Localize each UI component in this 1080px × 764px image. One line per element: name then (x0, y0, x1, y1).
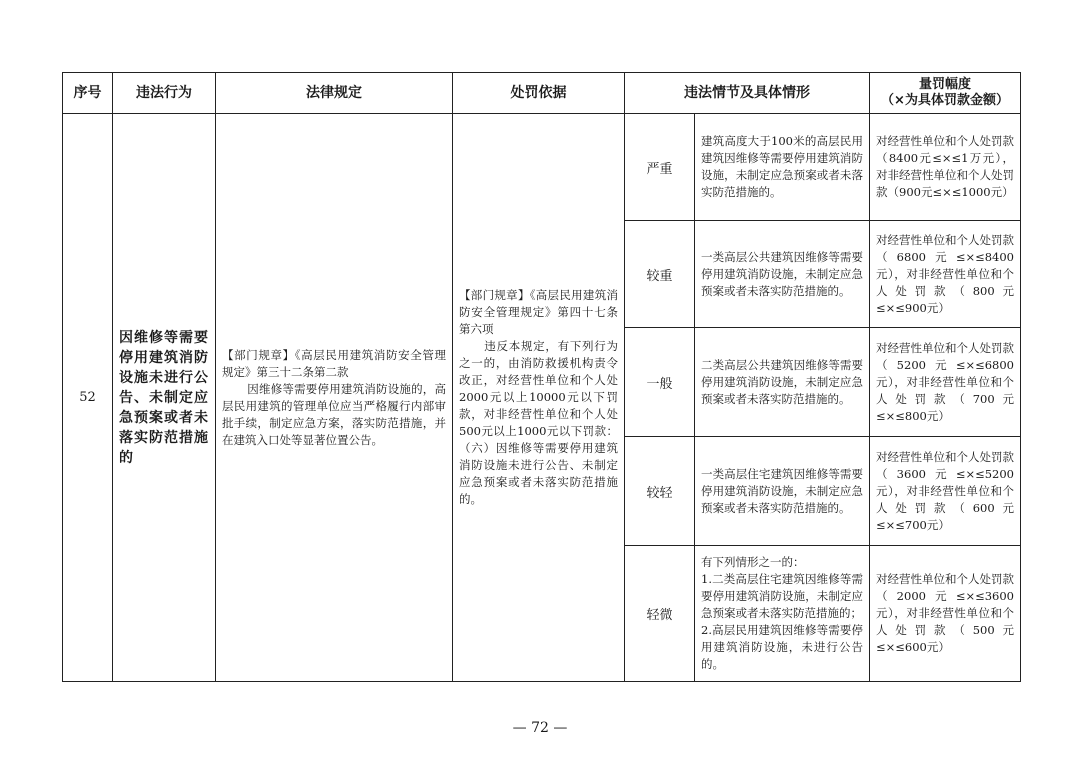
basis-title: 【部门规章】《高层民用建筑消防安全管理规定》第四十七条第六项 (459, 288, 618, 336)
level-label: 轻微 (625, 546, 695, 682)
circumstance-cell: 一类高层住宅建筑因维修等需要停用建筑消防设施，未制定应急预案或者未落实防范措施的。 (695, 437, 870, 546)
level-label: 一般 (625, 328, 695, 437)
fine-cell: 对经营性单位和个人处罚款（3600元≤×≤5200元），对非经营性单位和个人处罚款（600元≤×≤700元） (870, 437, 1021, 546)
seq-cell: 52 (63, 114, 113, 682)
header-fine-title: 量罚幅度 (918, 77, 971, 92)
circumstance-cell: 二类高层公共建筑因维修等需要停用建筑消防设施，未制定应急预案或者未落实防范措施的。 (695, 328, 870, 437)
header-act: 违法行为 (113, 73, 216, 114)
level-label: 较重 (625, 221, 695, 328)
table-header-row (63, 73, 1021, 114)
header-basis: 处罚依据 (453, 73, 625, 114)
circumstance-cell: 建筑高度大于100米的高层民用建筑因维修等需要停用建筑消防设施，未制定应急预案或者未落实防范措施的。 (695, 114, 870, 221)
header-fine (870, 73, 1021, 114)
fine-cell: 对经营性单位和个人处罚款（8400元≤×≤1万元），对非经营性单位和个人处罚款（900元≤×≤1000元） (870, 114, 1021, 221)
law-title: 【部门规章】《高层民用建筑消防安全管理规定》第三十二条第二款 (222, 347, 446, 379)
penalty-table (62, 72, 1021, 682)
level-label: 严重 (625, 114, 695, 221)
basis-cell (453, 114, 625, 682)
fine-cell: 对经营性单位和个人处罚款（2000元≤×≤3600元），对非经营性单位和个人处罚款（500元≤×≤600元） (870, 546, 1021, 682)
circumstance-item: 1.二类高层住宅建筑因维修等需要停用建筑消防设施，未制定应急预案或者未落实防范措施的； (701, 572, 863, 620)
fine-cell: 对经营性单位和个人处罚款（6800元≤×≤8400元），对非经营性单位和个人处罚款（800元≤×≤900元） (870, 221, 1021, 328)
header-seq: 序号 (63, 73, 113, 114)
basis-body: 违反本规定，有下列行为之一的，由消防救援机构责令改正，对经营性单位和个人处2000元以上10000元以下罚款，对非经营性单位和个人处500元以上1000元以下罚款：（六）因维修等需要停用建筑消防设施未进行公告、未制定应急预案或者未落实防范措施的。 (459, 339, 618, 506)
circumstance-cell: 一类高层公共建筑因维修等需要停用建筑消防设施，未制定应急预案或者未落实防范措施的。 (695, 221, 870, 328)
law-cell (216, 114, 453, 682)
header-law: 法律规定 (216, 73, 453, 114)
fine-cell: 对经营性单位和个人处罚款（5200元≤×≤6800元），对非经营性单位和个人处罚款（700元≤×≤800元） (870, 328, 1021, 437)
circumstance-cell (695, 546, 870, 682)
level-label: 较轻 (625, 437, 695, 546)
page-number: — 72 — (512, 720, 568, 736)
violation-act-cell: 因维修等需要停用建筑消防设施未进行公告、未制定应急预案或者未落实防范措施的 (113, 114, 216, 682)
law-body: 因维修等需要停用建筑消防设施的，高层民用建筑的管理单位应当严格履行内部审批手续，制定应急方案，落实防范措施，并在建筑入口处等显著位置公告。 (222, 381, 446, 447)
header-fine-sub: （×为具体罚款金额） (881, 93, 1009, 108)
table-row (63, 114, 1021, 221)
circumstance-intro: 有下列情形之一的： (701, 555, 805, 569)
header-circumstance: 违法情节及具体情形 (625, 73, 870, 114)
circumstance-item: 2.高层民用建筑因维修等需要停用建筑消防设施，未进行公告的。 (701, 623, 863, 671)
